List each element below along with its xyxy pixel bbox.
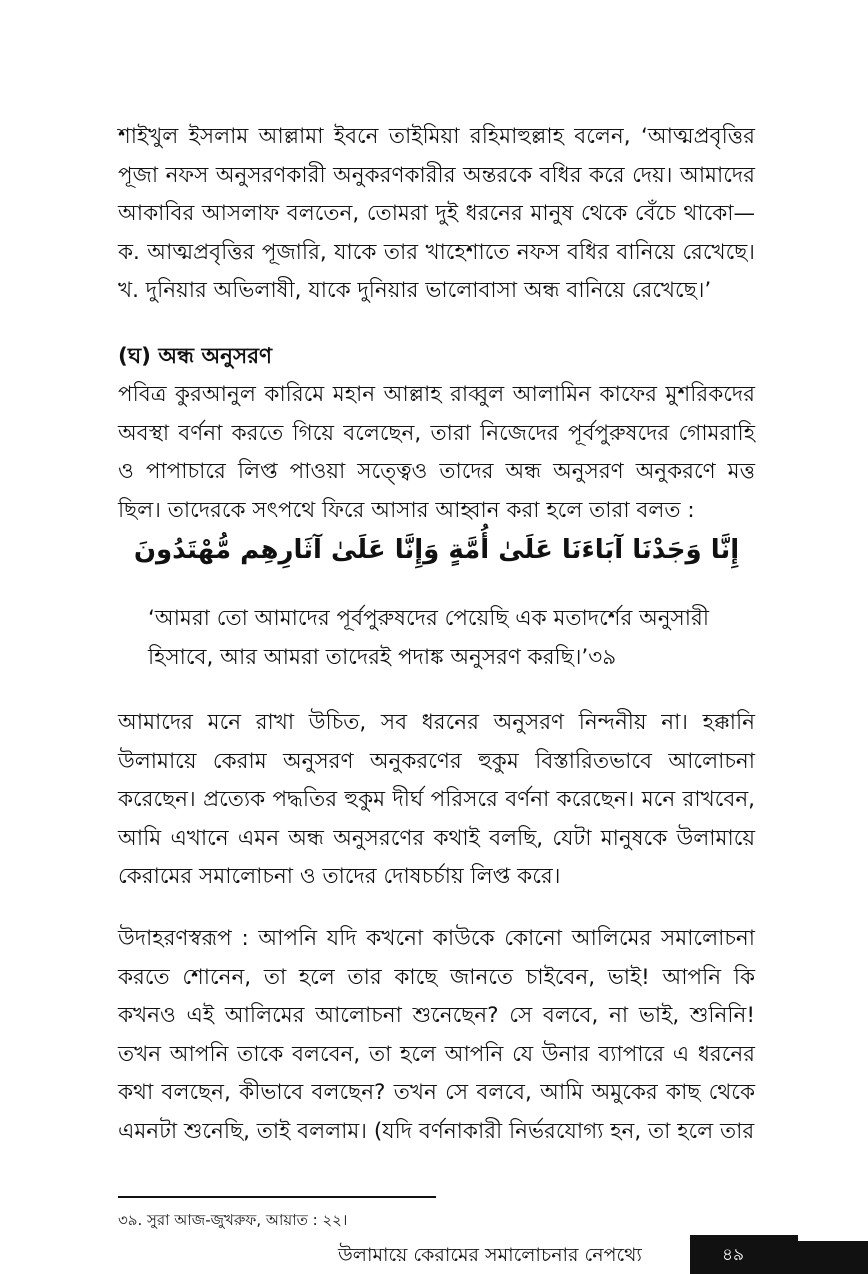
verse-translation: ‘আমরা তো আমাদের পূর্বপুরুষদের পেয়েছি এক মতাদর্শের অনুসারী হিসাবে, আর আমরা তাদেরই পদাঙ্ক অনুসরণ করছি।’৩৯ <box>148 606 709 670</box>
paragraph-ibn-taymiyya-quote: শাইখুল ইসলাম আল্লামা ইবনে তাইমিয়া রহিমাহুল্লাহ বলেন, ‘আত্মপ্রবৃত্তির পূজা নফস অনুসরণকারী অনুকরণকারীর অন্তরকে বধির করে দেয়। আমাদের আকাবির আসলাফ বলতেন, তোমরা দুই ধরনের মানুষ থেকে বেঁচে থাকো— ক. আত্মপ্রবৃত্তির পূজারি, যাকে তার খাহেশাতে নফস বধির বানিয়ে রেখেছে। খ. দুনিয়ার অভিলাষী, যাকে দুনিয়ার ভালোবাসা অন্ধ বানিয়ে রেখেছে।’ <box>118 124 755 303</box>
paragraph-example: উদাহরণস্বরূপ : আপনি যদি কখনো কাউকে কোনো আলিমের সমালোচনা করতে শোনেন, তা হলে তার কাছে জানতে চাইবেন, ভাই! আপনি কি কখনও এই আলিমের আলোচনা শুনেছেন? সে বলবে, না ভাই, শুনিনি! তখন আপনি তাকে বলবেন, তা হলে আপনি যে উনার ব্যাপারে এ ধরনের কথা বলছেন, কীভাবে বলছেন? তখন সে বলবে, আমি অমুকের কাছ থেকে এমনটা শুনেছি, তাই বললাম। (যদি বর্ণনাকারী নির্ভরযোগ্য হন, তা হলে তার <box>118 926 755 1144</box>
footnote-divider <box>118 1196 436 1198</box>
paragraph-reminder: আমাদের মনে রাখা উচিত, সব ধরনের অনুসরণ নিন্দনীয় না। হক্কানি উলামায়ে কেরাম অনুসরণ অনুকরণের হুকুম বিস্তারিতভাবে আলোচনা করেছেন। প্রত্যেক পদ্ধতির হুকুম দীর্ঘ পরিসরে বর্ণনা করেছেন। মনে রাখবেন, আমি এখানে এমন অন্ধ অনুসরণের কথাই বলছি, যেটা মানুষকে উলামায়ে কেরামের সমালোচনা ও তাদের দোষচর্চায় লিপ্ত করে। <box>118 710 755 889</box>
footnote: ৩৯. সুরা আজ-জুখরুফ, আয়াত : ২২। <box>118 1211 348 1229</box>
arabic-verse: إِنَّا وَجَدْنَا آبَاءَنَا عَلَىٰ أُمَّةٍ وَإِنَّا عَلَىٰ آثَارِهِم مُّهْتَدُونَ <box>133 535 740 565</box>
running-title: উলামায়ে কেরামের সমালোচনার নেপথ্যে <box>338 1244 642 1266</box>
page-number: ৪৯ <box>722 1245 745 1265</box>
paragraph-blind-following: পবিত্র কুরআনুল কারিমে মহান আল্লাহ রাব্বুল আলামিন কাফের মুশরিকদের অবস্থা বর্ণনা করতে গিয়ে বলেছেন, তারা নিজেদের পূর্বপুরুষদের গোমরাহি ও পাপাচারে লিপ্ত পাওয়া সত্ত্বেও তাদের অন্ধ অনুসরণ অনুকরণে মত্ত ছিল। তাদেরকে সৎপথে ফিরে আসার আহ্বান করা হলে তারা বলত : <box>118 382 755 523</box>
page-number-tab <box>690 1235 868 1274</box>
section-heading: (ঘ) অন্ধ অনুসরণ <box>118 344 273 369</box>
